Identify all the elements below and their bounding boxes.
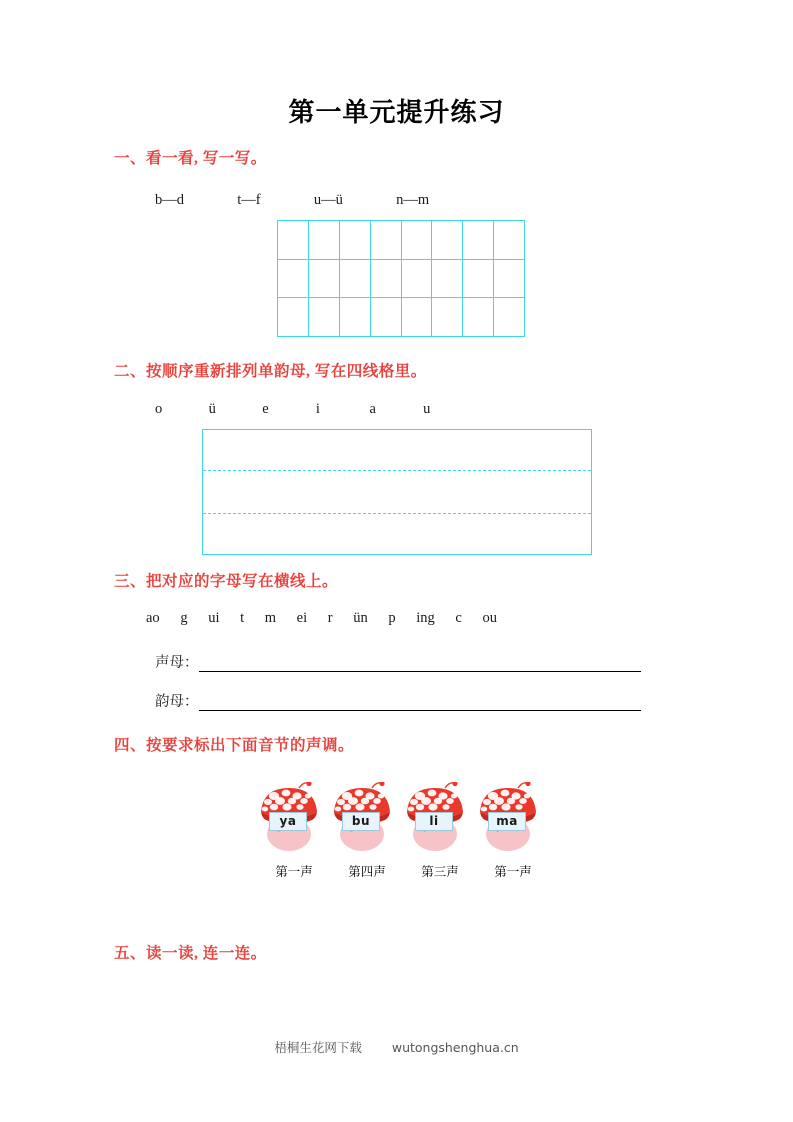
answer-blank[interactable]	[199, 656, 641, 672]
page-title: 第一单元提升练习	[288, 98, 505, 128]
grid-cell[interactable]	[340, 221, 371, 260]
dashed-guide-line	[203, 470, 591, 471]
grid-cell[interactable]	[402, 298, 433, 337]
letter-pair: t—f	[237, 192, 261, 208]
footer	[0, 1038, 793, 1056]
syllable-label: bu	[342, 812, 380, 831]
mushroom-card[interactable]	[258, 782, 320, 854]
letter-token: r	[327, 610, 333, 626]
syllable-label: li	[415, 812, 453, 831]
footer-url: wutongshenghua.cn	[391, 1040, 519, 1055]
letter-token: p	[388, 610, 396, 626]
answer-label: 韵母：	[155, 694, 199, 710]
section-heading-5: 五、读一读, 连一连。	[114, 945, 267, 962]
mushroom-icon	[258, 841, 320, 858]
mushroom-icon	[477, 841, 539, 858]
grid-cell[interactable]	[340, 298, 371, 337]
letter-token: ao	[146, 610, 160, 626]
letter-token: c	[455, 610, 462, 626]
section-heading-1: 一、看一看, 写一写。	[114, 150, 267, 167]
vowel: i	[315, 401, 320, 417]
mushroom-icon	[331, 841, 393, 858]
vowel: e	[262, 401, 269, 417]
tone-label-row	[258, 862, 558, 882]
vowel: a	[369, 401, 376, 417]
grid-cell[interactable]	[278, 298, 309, 337]
character-writing-grid[interactable]	[277, 220, 525, 337]
grid-cell[interactable]	[371, 260, 402, 299]
grid-cell[interactable]	[309, 298, 340, 337]
answer-label: 声母：	[155, 655, 199, 671]
vowel: ü	[208, 401, 216, 417]
grid-cell[interactable]	[494, 298, 525, 337]
section-heading-2: 二、按顺序重新排列单韵母, 写在四线格里。	[114, 363, 427, 380]
tone-label: 第三声	[421, 864, 459, 879]
vowel: o	[155, 401, 163, 417]
letter-token: g	[180, 610, 188, 626]
letter-token: ei	[296, 610, 308, 626]
tone-label: 第一声	[494, 864, 532, 879]
mushroom-syllable-row	[258, 782, 548, 854]
letter-pairs-row	[155, 192, 429, 209]
answer-line-finals	[155, 690, 675, 711]
letter-token: ün	[353, 610, 368, 626]
letter-token: ing	[416, 610, 435, 626]
grid-cell[interactable]	[371, 298, 402, 337]
grid-cell[interactable]	[402, 260, 433, 299]
letter-token: ui	[208, 610, 220, 626]
grid-cell[interactable]	[371, 221, 402, 260]
tone-label: 第一声	[275, 864, 313, 879]
letter-pair: n—m	[396, 192, 430, 208]
syllable-label: ya	[269, 812, 307, 831]
mushroom-card[interactable]	[477, 782, 539, 854]
grid-cell[interactable]	[432, 298, 463, 337]
grid-cell[interactable]	[402, 221, 433, 260]
mushroom-card[interactable]	[404, 782, 466, 854]
syllable-label: ma	[488, 812, 526, 831]
letter-token: m	[264, 610, 277, 626]
mushroom-icon	[404, 841, 466, 858]
footer-site-name: 梧桐生花网下载	[274, 1040, 362, 1055]
letter-pair: u—ü	[313, 192, 343, 208]
grid-cell[interactable]	[432, 260, 463, 299]
section-heading-3: 三、把对应的字母写在横线上。	[114, 573, 339, 590]
section-heading-4: 四、按要求标出下面音节的声调。	[114, 737, 355, 754]
grid-cell[interactable]	[278, 221, 309, 260]
grid-cell[interactable]	[309, 221, 340, 260]
vowel: u	[423, 401, 431, 417]
answer-blank[interactable]	[199, 695, 641, 711]
letter-token: ou	[482, 610, 497, 626]
grid-cell[interactable]	[463, 298, 494, 337]
grid-cell[interactable]	[309, 260, 340, 299]
grid-cell[interactable]	[463, 221, 494, 260]
grid-cell[interactable]	[432, 221, 463, 260]
tone-label: 第四声	[348, 864, 386, 879]
grid-cell[interactable]	[494, 260, 525, 299]
four-line-pinyin-box[interactable]	[202, 429, 592, 555]
mushroom-card[interactable]	[331, 782, 393, 854]
grid-cell[interactable]	[494, 221, 525, 260]
letter-pair: b—d	[155, 192, 184, 208]
grid-cell[interactable]	[463, 260, 494, 299]
vowel-list-row	[155, 401, 473, 418]
answer-line-initials	[155, 651, 675, 672]
dashed-guide-line	[203, 513, 591, 514]
grid-cell[interactable]	[340, 260, 371, 299]
letter-token: t	[240, 610, 245, 626]
mixed-letters-row	[146, 610, 514, 627]
grid-cell[interactable]	[278, 260, 309, 299]
